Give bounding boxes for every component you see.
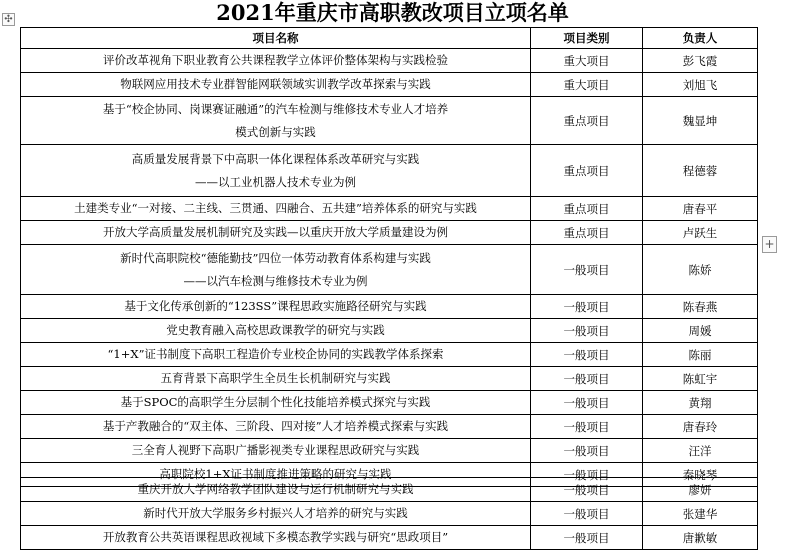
- project-name-cell: [21, 145, 531, 197]
- table-row: [21, 73, 758, 97]
- project-name-cell: [21, 221, 531, 245]
- project-name-cell: [21, 502, 531, 526]
- project-name-line: 评价改革视角下职业教育公共课程教学立体评价整体架构与实践检验: [103, 53, 448, 67]
- project-name-cell: [21, 73, 531, 97]
- project-name-cell: [21, 295, 531, 319]
- table-row: [21, 221, 758, 245]
- project-name-line: 基于“校企协同、岗课赛证融通”的汽车检测与维修技术专业人才培养: [102, 101, 449, 116]
- leader-cell: 程德蓉: [643, 145, 758, 197]
- table-row: [21, 367, 758, 391]
- leader-cell: 周媛: [643, 319, 758, 343]
- project-name-line: “1+X”证书制度下高职工程造价专业校企协同的实践教学体系探索: [107, 347, 444, 361]
- project-category-cell: 一般项目: [531, 319, 643, 343]
- leader-cell: 张建华: [643, 502, 758, 526]
- table-move-icon[interactable]: ✣: [2, 13, 15, 26]
- leader-cell: 唐歉敏: [643, 526, 758, 550]
- table-row: [21, 295, 758, 319]
- leader-cell: 陈虹宇: [643, 367, 758, 391]
- header-project-category: 项目类别: [531, 28, 643, 49]
- leader-cell: 陈春燕: [643, 295, 758, 319]
- table-row: [21, 415, 758, 439]
- table-row: [21, 526, 758, 550]
- table-row: [21, 502, 758, 526]
- project-category-cell: 一般项目: [531, 367, 643, 391]
- project-table: [20, 27, 758, 487]
- leader-cell: 卢跃生: [643, 221, 758, 245]
- add-column-icon[interactable]: +: [762, 236, 777, 253]
- project-category-cell: 一般项目: [531, 526, 643, 550]
- project-name-cell: [21, 526, 531, 550]
- project-name-line: ——以工业机器人技术专业为例: [195, 174, 356, 189]
- leader-cell: 陈娇: [643, 245, 758, 295]
- table-row: [21, 343, 758, 367]
- project-name-line: 新时代开放大学服务乡村振兴人才培养的研究与实践: [143, 506, 408, 520]
- table-row: [21, 49, 758, 73]
- project-category-cell: 重大项目: [531, 73, 643, 97]
- project-name-cell: [21, 245, 531, 295]
- project-category-cell: 一般项目: [531, 439, 643, 463]
- project-name-line: 基于文化传承创新的“123SS”课程思政实施路径研究与实践: [124, 299, 427, 313]
- header-project-name: 项目名称: [21, 28, 531, 49]
- table-row: [21, 319, 758, 343]
- project-category-cell: 一般项目: [531, 415, 643, 439]
- project-name-cell: [21, 97, 531, 145]
- project-name-cell: [21, 439, 531, 463]
- table-row: [21, 245, 758, 295]
- project-category-cell: 一般项目: [531, 502, 643, 526]
- project-name-cell: [21, 49, 531, 73]
- project-name-line: 重庆开放大学网络教学团队建设与运行机制研究与实践: [137, 482, 414, 496]
- leader-cell: 刘旭飞: [643, 73, 758, 97]
- leader-cell: 唐春平: [643, 197, 758, 221]
- project-name-line: 物联网应用技术专业群智能网联领域实训教学改革探索与实践: [120, 77, 431, 91]
- project-category-cell: 重点项目: [531, 221, 643, 245]
- table-row: [21, 145, 758, 197]
- project-name-line: 高职院校1+X证书制度推进策略的研究与实践: [159, 467, 392, 481]
- leader-cell: 陈丽: [643, 343, 758, 367]
- project-category-cell: 一般项目: [531, 343, 643, 367]
- project-category-cell: 一般项目: [531, 391, 643, 415]
- project-name-line: 基于产教融合的“双主体、三阶段、四对接”人才培养模式探索与实践: [102, 419, 449, 433]
- leader-cell: 魏显坤: [643, 97, 758, 145]
- project-category-cell: 一般项目: [531, 478, 643, 502]
- project-name-cell: [21, 478, 531, 502]
- header-leader: 负责人: [643, 28, 758, 49]
- table-row: [21, 97, 758, 145]
- project-name-line: 基于SPOC的高职学生分层制个性化技能培养模式探究与实践: [120, 395, 431, 409]
- project-table-continued: [20, 477, 758, 550]
- project-name-cell: [21, 343, 531, 367]
- table-row: [21, 391, 758, 415]
- leader-cell: 秦晓琴: [643, 463, 758, 487]
- document-title: 2021年重庆市高职教改项目立项名单: [216, 0, 569, 25]
- project-name-line: 党史教育融入高校思政课教学的研究与实践: [166, 323, 385, 337]
- project-name-line: 三全育人视野下高职广播影视类专业课程思政研究与实践: [131, 443, 420, 457]
- project-category-cell: 重点项目: [531, 97, 643, 145]
- table-row: [21, 439, 758, 463]
- leader-cell: 汪洋: [643, 439, 758, 463]
- project-name-line: 土建类专业“一对接、二主线、三贯通、四融合、五共建”培养体系的研究与实践: [74, 201, 477, 215]
- project-category-cell: 一般项目: [531, 463, 643, 487]
- table-row: [21, 197, 758, 221]
- project-category-cell: 一般项目: [531, 295, 643, 319]
- project-name-line: 开放教育公共英语课程思政视域下多模态教学实践与研究“思政项目”: [102, 530, 449, 544]
- project-name-cell: [21, 319, 531, 343]
- project-name-line: 开放大学高质量发展机制研究及实践—以重庆开放大学质量建设为例: [103, 225, 448, 239]
- project-name-line: ——以汽车检测与维修技术专业为例: [183, 273, 368, 288]
- project-name-cell: [21, 391, 531, 415]
- project-name-cell: [21, 197, 531, 221]
- project-name-cell: [21, 415, 531, 439]
- project-category-cell: 一般项目: [531, 245, 643, 295]
- project-category-cell: 重点项目: [531, 145, 643, 197]
- project-category-cell: 重大项目: [531, 49, 643, 73]
- project-name-cell: [21, 367, 531, 391]
- table-row: [21, 478, 758, 502]
- leader-cell: 彭飞霞: [643, 49, 758, 73]
- project-category-cell: 重点项目: [531, 197, 643, 221]
- project-name-line: 五育背景下高职学生全员生长机制研究与实践: [160, 371, 391, 385]
- leader-cell: 唐春玲: [643, 415, 758, 439]
- leader-cell: 廖妍: [643, 478, 758, 502]
- project-name-line: 模式创新与实践: [235, 124, 316, 139]
- project-name-line: 高质量发展背景下中高职一体化课程体系改革研究与实践: [131, 151, 420, 166]
- leader-cell: 黄翔: [643, 391, 758, 415]
- project-name-line: 新时代高职院校“德能勤技”四位一体劳动教育体系构建与实践: [120, 250, 431, 265]
